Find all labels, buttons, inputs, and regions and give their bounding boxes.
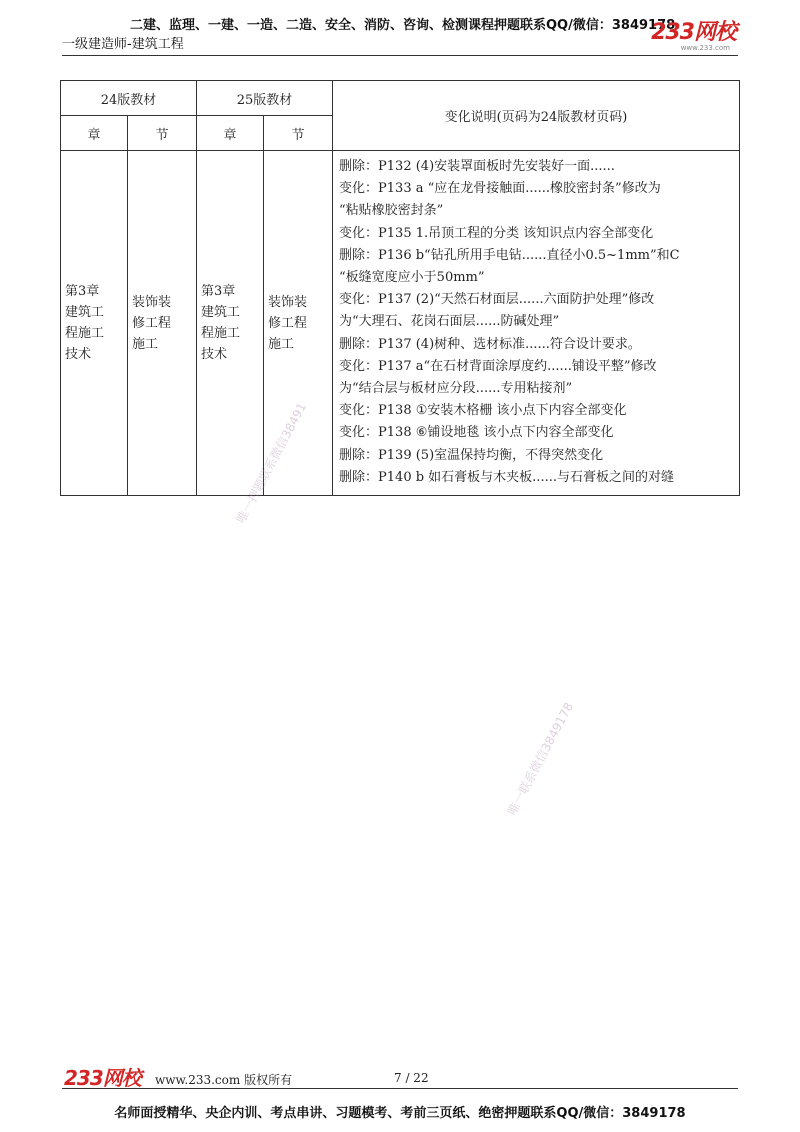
brand-logo: 233网校 bbox=[651, 20, 736, 45]
change-line: 删除：P132 (4)安装罩面板时先安装好一面...... bbox=[339, 159, 615, 174]
change-line: 变化：P135 1.吊顶工程的分类 该知识点内容全部变化 bbox=[339, 225, 654, 241]
footer-divider bbox=[62, 1088, 738, 1089]
change-line: 变化：P138 ⑥铺设地毯 该小点下内容全部变化 bbox=[339, 425, 614, 441]
change-line: “粘贴橡胶密封条” bbox=[339, 203, 444, 219]
cell-change-description bbox=[333, 151, 740, 496]
change-line: 删除：P136 b“钻孔所用手电钻......直径小0.5~1mm”和C bbox=[339, 247, 680, 263]
header-v25: 25版教材 bbox=[197, 81, 333, 116]
change-line: 为“大理石、花岗石面层......防碱处理” bbox=[339, 314, 560, 330]
change-line: 变化：P133 a “应在龙骨接触面......橡胶密封条”修改为 bbox=[339, 181, 661, 197]
header-divider bbox=[62, 55, 738, 56]
cell-section-24: 装饰装 修工程 施工 bbox=[128, 151, 197, 496]
table-row bbox=[61, 151, 740, 496]
changes-table bbox=[60, 80, 740, 496]
subheader-chapter-25: 章 bbox=[197, 116, 264, 151]
change-line: 删除：P139 (5)室温保持均衡，不得突然变化 bbox=[339, 447, 604, 463]
change-line: 变化：P137 a“在石材背面涂厚度约......铺设平整”修改 bbox=[339, 358, 657, 374]
change-line: 删除：P140 b 如石膏板与木夹板......与石膏板之间的对缝 bbox=[339, 469, 674, 485]
footer-brand-logo: 233网校 bbox=[64, 1066, 141, 1090]
header-v24: 24版教材 bbox=[61, 81, 197, 116]
cell-chapter-24: 第3章 建筑工 程施工 技术 bbox=[61, 151, 128, 496]
change-line: 变化：P138 ①安装木格栅 该小点下内容全部变化 bbox=[339, 403, 627, 419]
footer-promo-text: 名师面授精华、央企内训、考点串讲、习题模考、考前三页纸、绝密押题联系QQ/微信：3849178 bbox=[114, 1106, 686, 1121]
table-header-row bbox=[61, 81, 740, 116]
subheader-section-25: 节 bbox=[264, 116, 333, 151]
footer-copyright: www.233.com 版权所有 bbox=[155, 1073, 293, 1087]
subheader-section-24: 节 bbox=[128, 116, 197, 151]
header-description: 变化说明(页码为24版教材页码) bbox=[333, 81, 740, 151]
change-line: 删除：P137 (4)树种、选材标准......符合设计要求。 bbox=[339, 336, 641, 352]
subheader-chapter-24: 章 bbox=[61, 116, 128, 151]
page-number: 7 / 22 bbox=[394, 1071, 429, 1085]
watermark: 唯一押题联系微信38491 bbox=[233, 400, 310, 526]
watermark: 唯一联系微信3849178 bbox=[504, 700, 577, 818]
change-line: 变化：P137 (2)“天然石材面层......六面防护处理”修改 bbox=[339, 292, 655, 308]
header-promo-text: 二建、监理、一建、一造、二造、安全、消防、咨询、检测课程押题联系QQ/微信：3849178 bbox=[130, 18, 676, 33]
cell-section-25: 装饰装 修工程 施工 bbox=[264, 151, 333, 496]
brand-logo-url: www.233.com bbox=[680, 44, 730, 52]
change-line: 为“结合层与板材应分段......专用粘接剂” bbox=[339, 381, 573, 397]
change-line: “板缝宽度应小于50mm” bbox=[339, 270, 485, 286]
cell-chapter-25: 第3章 建筑工 程施工 技术 bbox=[197, 151, 264, 496]
header-subject-title: 一级建造师-建筑工程 bbox=[62, 37, 184, 52]
